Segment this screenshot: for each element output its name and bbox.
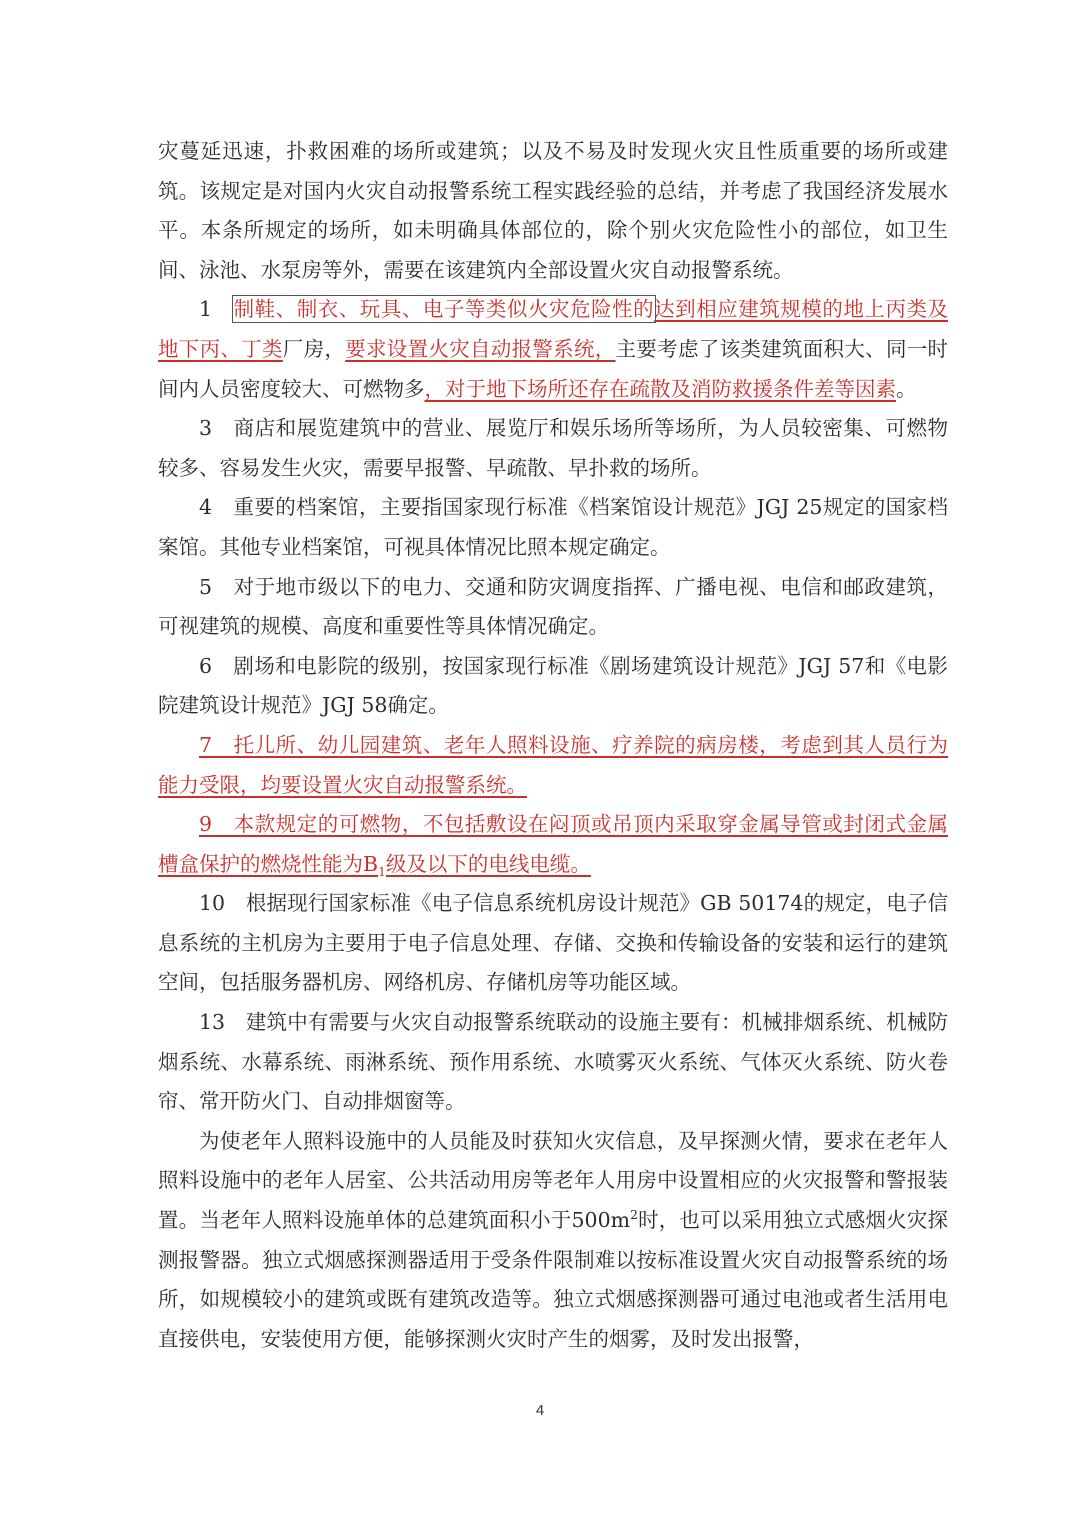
paragraph-item-5: 5 对于地市级以下的电力、交通和防灾调度指挥、广播电视、电信和邮政建筑，可视建筑的规模、高度和重要性等具体情况确定。 — [158, 574, 948, 639]
paragraph-item-10: 10 根据现行国家标准《电子信息系统机房设计规范》GB 50174的规定，电子信息系统的主机房为主要用于电子信息处理、存储、交换和传输设备的安装和运行的建筑空间，包括服务器机房、网络机房、存储机房等功能区域。 — [158, 891, 948, 995]
item-1-highlight-b: 要求设置火灾自动报警系统， — [345, 336, 616, 361]
item-9-text-a: 9 本款规定的可燃物，不包括敷设在闷顶或吊顶内采取穿金属导管或封闭式金属槽盒保护的燃烧性能为B — [158, 812, 948, 876]
document-page — [158, 132, 948, 1359]
item-1-highlight-a: 达到相应建筑规模的地上丙类及地下丙、丁类 — [158, 297, 949, 361]
elderly-care-text-a: 为使老年人照料设施中的人员能及时获知火灾信息，及早探测火情，要求在老年人照料设施中的老年人居室、公共活动用房等老年人用房中设置相应的火灾报警和警报装置。当老年人照料设施单体的总建筑面积小于500m — [158, 1128, 948, 1233]
paragraph-item-1 — [158, 290, 948, 409]
item-9-subscript: 1 — [378, 864, 386, 879]
paragraph-item-6: 6 剧场和电影院的级别，按国家现行标准《剧场建筑设计规范》JGJ 57和《电影院建筑设计规范》JGJ 58确定。 — [158, 653, 948, 718]
item-7-highlight: 7 托儿所、幼儿园建筑、老年人照料设施、疗养院的病房楼，考虑到其人员行为能力受限，均要设置火灾自动报警系统。 — [158, 732, 948, 797]
paragraph-item-3: 3 商店和展览建筑中的营业、展览厅和娱乐场所等场所，为人员较密集、可燃物较多、容易发生火灾，需要早报警、早疏散、早扑救的场所。 — [158, 416, 948, 480]
item-1-number: 1 — [199, 297, 234, 322]
item-1-text-c: 。 — [896, 376, 917, 401]
elderly-care-text-b: 时，也可以采用独立式感烟火灾探测报警器。独立式烟感探测器适用于受条件限制难以按标准设置火灾自动报警系统的场所，如规模较小的建筑或既有建筑改造等。独立式烟感探测器可通过电池或者生活用电直接供电，安装使用方便，能够探测火灾时产生的烟雾，及时发出报警， — [158, 1208, 949, 1351]
paragraph-intro-continued: 灾蔓延迅速，扑救困难的场所或建筑；以及不易及时发现火灾且性质重要的场所或建筑。该规定是对国内火灾自动报警系统工程实践经验的总结，并考虑了我国经济发展水平。本条所规定的场所，如未明确具体部位的，除个别火灾危险性小的部位，如卫生间、泳池、水泵房等外，需要在该建筑内全部设置火灾自动报警系统。 — [158, 139, 948, 282]
paragraph-item-13: 13 建筑中有需要与火灾自动报警系统联动的设施主要有：机械排烟系统、机械防烟系统、水幕系统、雨淋系统、预作用系统、水喷雾灭火系统、气体灭火系统、防火卷帘、常开防火门、自动排烟窗等。 — [158, 1010, 948, 1114]
elderly-care-superscript: 2 — [630, 1208, 638, 1223]
item-1-text-a: 厂房， — [282, 336, 346, 361]
item-1-boxed-text: 制鞋、制衣、玩具、电子等类似火灾危险性的 — [233, 297, 655, 322]
paragraph-item-9 — [158, 805, 948, 884]
item-1-highlight-c: ，对于地下场所还存在疏散及消防救援条件差等因素 — [424, 376, 896, 401]
item-9-highlight — [158, 812, 948, 879]
item-9-text-b: 级及以下的电线电缆。 — [385, 851, 591, 876]
paragraph-elderly-care — [158, 1122, 948, 1360]
paragraph-item-4: 4 重要的档案馆，主要指国家现行标准《档案馆设计规范》JGJ 25规定的国家档案馆。其他专业档案馆，可视具体情况比照本规定确定。 — [158, 495, 948, 559]
paragraph-item-7 — [158, 726, 948, 805]
page-number: 4 — [535, 1402, 545, 1419]
item-1-text-b: 主要考虑了该类建筑面积大、同一时间内人员密度较大、可燃物多 — [158, 336, 949, 401]
